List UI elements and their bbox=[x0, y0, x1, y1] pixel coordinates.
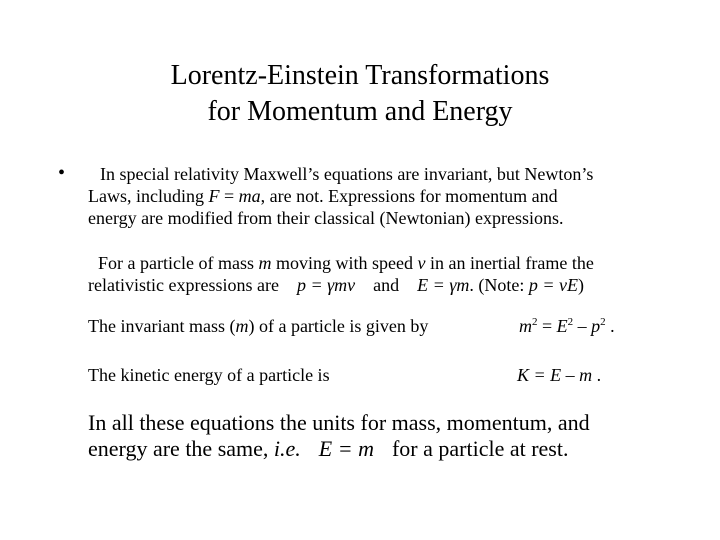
ke-expression: K = E – m bbox=[517, 365, 593, 385]
bullet-marker: • bbox=[58, 162, 66, 184]
ie-abbrev: i.e. bbox=[273, 436, 301, 461]
momentum-expression: p = γmv bbox=[296, 275, 356, 295]
para2-line2-text: relativistic expressions are bbox=[88, 275, 279, 295]
kinetic-energy-equation bbox=[517, 364, 601, 386]
symbol-v: v bbox=[417, 253, 426, 273]
title-line-1: Lorentz-Einstein Transformations bbox=[170, 60, 550, 91]
slide-title bbox=[0, 58, 720, 130]
ke-end: . bbox=[592, 365, 602, 385]
invariant-mass-equation bbox=[519, 315, 615, 337]
invariant-text-a: The invariant mass ( bbox=[88, 316, 236, 336]
exp-p: 2 bbox=[600, 316, 606, 328]
para1-line2-rest: , are not. Expressions for momentum and bbox=[260, 186, 558, 206]
paragraph-relativity-intro bbox=[88, 163, 688, 229]
note-close: ) bbox=[578, 275, 585, 295]
energy-expression: E = γm bbox=[417, 275, 470, 295]
eq-equals: = bbox=[537, 316, 557, 336]
rest-energy-expression: E = m bbox=[318, 436, 374, 461]
para2-line1 bbox=[88, 252, 708, 274]
exp-m: 2 bbox=[532, 316, 538, 328]
para3-line1: In all these equations the units for mass, momentum, and bbox=[88, 410, 590, 435]
paragraph-particle-expressions bbox=[88, 252, 708, 296]
para3-text-a: energy are the same, bbox=[88, 436, 274, 461]
para1-line3: energy are modified from their classical (Newtonian) expressions. bbox=[88, 208, 564, 228]
equals-sign: = bbox=[219, 186, 239, 206]
note-expression: p = vE bbox=[528, 275, 579, 295]
symbol-m-invariant: m bbox=[235, 316, 249, 336]
eq-p: p bbox=[591, 316, 601, 336]
para2-line2 bbox=[88, 274, 708, 296]
and-word: and bbox=[373, 275, 400, 295]
eq-E: E bbox=[556, 316, 568, 336]
para2-text-a: For a particle of mass bbox=[98, 253, 259, 273]
exp-E: 2 bbox=[567, 316, 574, 328]
eq-m: m bbox=[519, 316, 532, 336]
para1-line1: In special relativity Maxwell’s equations are invariant, but Newton’s bbox=[100, 164, 594, 184]
eq-end: . bbox=[605, 316, 615, 336]
symbol-ma: ma bbox=[238, 186, 261, 206]
symbol-m: m bbox=[258, 253, 272, 273]
para3-text-b: for a particle at rest. bbox=[391, 436, 569, 461]
para1-line2-text: Laws, including bbox=[88, 186, 209, 206]
paragraph-units bbox=[88, 410, 688, 462]
para2-text-b: moving with speed bbox=[271, 253, 418, 273]
eq-minus: – bbox=[573, 316, 592, 336]
para2-text-c: in an inertial frame the bbox=[425, 253, 594, 273]
invariant-text-b: ) of a particle is given by bbox=[248, 316, 429, 336]
para3-line2 bbox=[88, 436, 688, 462]
symbol-F: F bbox=[208, 186, 220, 206]
para1-line2 bbox=[88, 185, 688, 207]
invariant-mass-text bbox=[88, 315, 428, 337]
kinetic-energy-text: The kinetic energy of a particle is bbox=[88, 365, 330, 385]
title-line-2: for Momentum and Energy bbox=[207, 96, 513, 127]
note-label: . (Note: bbox=[469, 275, 529, 295]
